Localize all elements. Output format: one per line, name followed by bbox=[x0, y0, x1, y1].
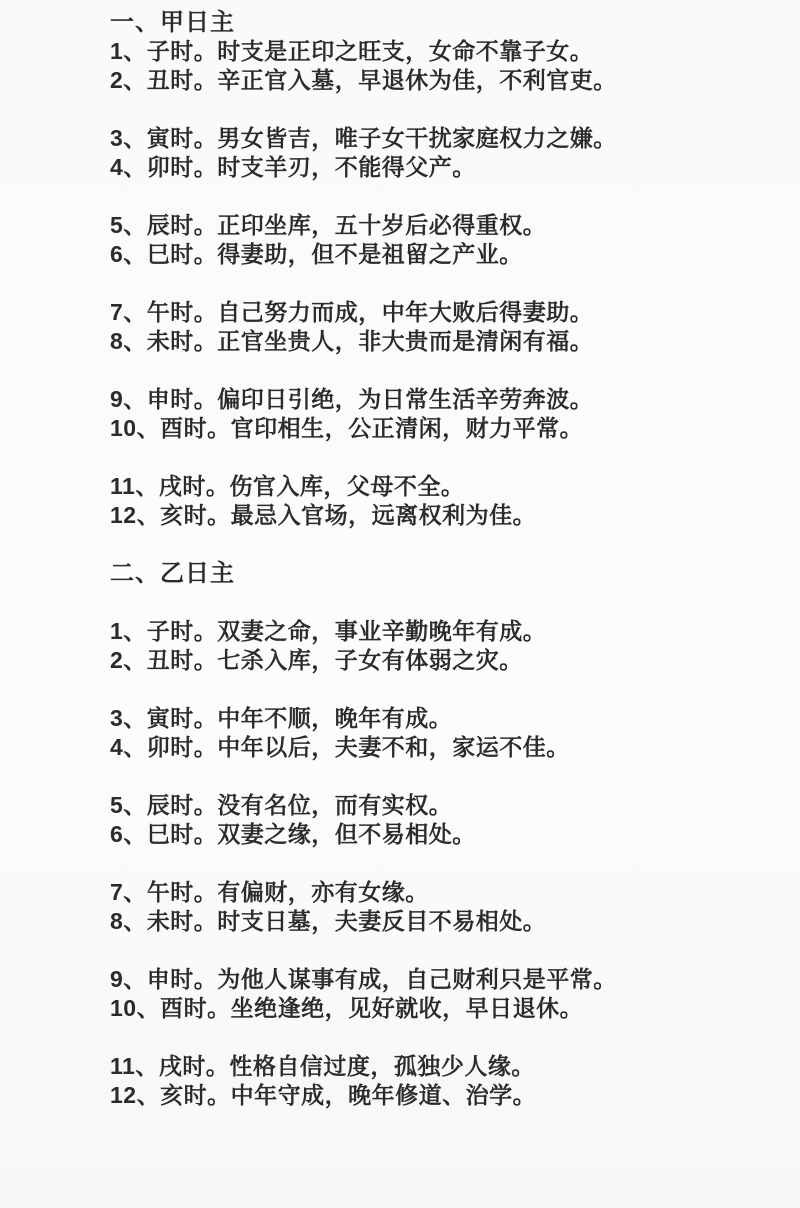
entry-pair bbox=[110, 298, 760, 356]
entry-line-mao: 4、卯时。中年以后，夫妻不和，家运不佳。 bbox=[110, 734, 570, 760]
entry-line-shen: 9、申时。偏印日引绝，为日常生活辛劳奔波。 bbox=[110, 386, 594, 412]
entry-line-chen: 5、辰时。没有名位，而有实权。 bbox=[110, 792, 453, 818]
entry-line-wu: 7、午时。自己努力而成，中年大败后得妻助。 bbox=[110, 299, 594, 325]
entry-line-zi: 1、子时。时支是正印之旺支，女命不靠子女。 bbox=[110, 38, 594, 64]
entry-line-you: 10、酉时。坐绝逢绝，见好就收，早日退休。 bbox=[110, 995, 584, 1021]
entry-pair bbox=[110, 211, 760, 269]
entry-pair bbox=[110, 878, 760, 936]
entry-pair bbox=[110, 617, 760, 675]
entry-line-yin: 3、寅时。男女皆吉，唯子女干扰家庭权力之嫌。 bbox=[110, 125, 617, 151]
section-yi-day-master bbox=[110, 559, 760, 1110]
entry-line-mao: 4、卯时。时支羊刃，不能得父产。 bbox=[110, 154, 476, 180]
entry-line-you: 10、酉时。官印相生，公正清闲，财力平常。 bbox=[110, 415, 584, 441]
entry-line-yin: 3、寅时。中年不顺，晚年有成。 bbox=[110, 705, 453, 731]
entry-line-hai: 12、亥时。中年守成，晚年修道、治学。 bbox=[110, 1082, 537, 1108]
entry-pair bbox=[110, 1052, 760, 1110]
entry-line-chou: 2、丑时。七杀入库，子女有体弱之灾。 bbox=[110, 647, 523, 673]
entry-line-si: 6、巳时。得妻助，但不是祖留之产业。 bbox=[110, 241, 523, 267]
entry-line-wu: 7、午时。有偏财，亦有女缘。 bbox=[110, 879, 429, 905]
entry-line-zi: 1、子时。双妻之命，事业辛勤晚年有成。 bbox=[110, 618, 547, 644]
entry-line-wei: 8、未时。时支日墓，夫妻反目不易相处。 bbox=[110, 908, 547, 934]
entry-pair bbox=[110, 791, 760, 849]
entry-line-chen: 5、辰时。正印坐库，五十岁后必得重权。 bbox=[110, 212, 547, 238]
entry-pair bbox=[110, 37, 760, 95]
entry-line-hai: 12、亥时。最忌入官场，远离权利为佳。 bbox=[110, 502, 537, 528]
entry-line-si: 6、巳时。双妻之缘，但不易相处。 bbox=[110, 821, 476, 847]
section-jia-day-master bbox=[110, 8, 760, 530]
entry-line-xu: 11、戌时。性格自信过度，孤独少人缘。 bbox=[110, 1053, 535, 1079]
entry-pair bbox=[110, 124, 760, 182]
entry-pair bbox=[110, 385, 760, 443]
section-heading: 一、甲日主 bbox=[110, 9, 235, 36]
entry-line-shen: 9、申时。为他人谋事有成，自己财利只是平常。 bbox=[110, 966, 617, 992]
entry-pair bbox=[110, 965, 760, 1023]
section-heading: 二、乙日主 bbox=[110, 560, 235, 587]
entry-line-wei: 8、未时。正官坐贵人，非大贵而是清闲有福。 bbox=[110, 328, 594, 354]
entry-line-chou: 2、丑时。辛正官入墓，早退休为佳，不利官吏。 bbox=[110, 67, 617, 93]
entry-line-xu: 11、戌时。伤官入库，父母不全。 bbox=[110, 473, 465, 499]
entry-pair bbox=[110, 704, 760, 762]
entry-pair bbox=[110, 472, 760, 530]
